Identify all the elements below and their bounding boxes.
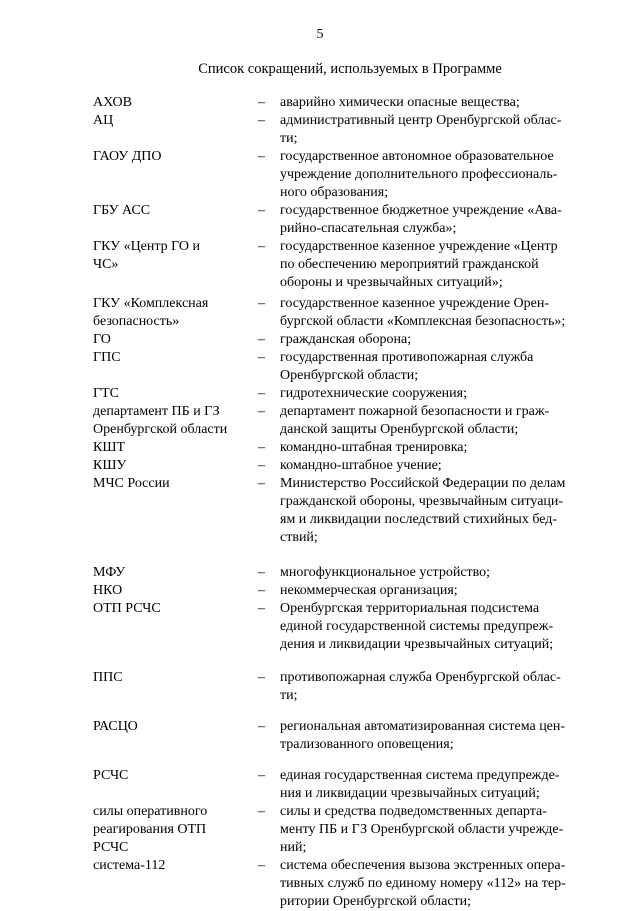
abbreviation-term: КШТ xyxy=(93,440,126,455)
abbreviation-term: система-112 xyxy=(93,858,166,873)
dash-separator: – xyxy=(258,476,265,491)
abbreviation-definition: Оренбургская территориальная подсистема единой государственной системы предупреж- дения и ликвидации чрезвычайных ситуаций; xyxy=(280,601,554,652)
abbreviation-definition: система обеспечения вызова экстренных опера- тивных служб по единому номеру «112» на тер- ритории Оренбургской области; xyxy=(280,858,566,909)
dash-separator: – xyxy=(258,768,265,783)
abbreviation-term: МФУ xyxy=(93,565,126,580)
abbreviation-term: РАСЦО xyxy=(93,719,138,734)
abbreviation-term: силы оперативного реагирования ОТП РСЧС xyxy=(93,804,208,855)
abbreviation-row xyxy=(93,857,598,911)
abbreviation-term: ГТС xyxy=(93,386,119,401)
abbreviation-term: ОТП РСЧС xyxy=(93,601,161,616)
abbreviation-row xyxy=(93,718,598,754)
abbreviation-row xyxy=(93,767,598,803)
dash-separator: – xyxy=(258,583,265,598)
abbreviation-row xyxy=(93,403,598,439)
abbreviation-definition: многофункциональное устройство; xyxy=(280,565,491,580)
abbreviation-definition: Министерство Российской Федерации по делам гражданской обороны, чрезвычайным ситуаци- ям и ликвидации последствий стихийных бед- ствий; xyxy=(280,476,566,545)
abbreviation-definition: государственное автономное образовательное учреждение дополнительного профессиональ- ного образования; xyxy=(280,149,558,200)
dash-separator: – xyxy=(258,670,265,685)
abbreviation-row xyxy=(93,385,598,403)
abbreviation-term: департамент ПБ и ГЗ Оренбургской области xyxy=(93,404,228,437)
abbreviation-definition: государственное казенное учреждение «Центр по обеспечению мероприятий гражданской обороны и чрезвычайных ситуаций»; xyxy=(280,239,558,290)
dash-separator: – xyxy=(258,565,265,580)
abbreviation-definition: некоммерческая организация; xyxy=(280,583,458,598)
dash-separator: – xyxy=(258,113,265,128)
abbreviation-term: КШУ xyxy=(93,458,127,473)
abbreviation-term: РСЧС xyxy=(93,768,129,783)
dash-separator: – xyxy=(258,332,265,347)
abbreviation-row xyxy=(93,148,598,202)
abbreviation-definition: гражданская оборона; xyxy=(280,332,412,347)
abbreviation-term: ГКУ «Комплексная безопасность» xyxy=(93,296,209,329)
abbreviation-row xyxy=(93,349,598,385)
abbreviation-row xyxy=(93,582,598,600)
dash-separator: – xyxy=(258,404,265,419)
abbreviation-term: ППС xyxy=(93,670,123,685)
dash-separator: – xyxy=(258,440,265,455)
abbreviation-definition: административный центр Оренбургской облас- ти; xyxy=(280,113,562,146)
abbreviation-row xyxy=(93,331,598,349)
abbreviation-definition: командно-штабное учение; xyxy=(280,458,442,473)
abbreviation-row xyxy=(93,94,598,112)
abbreviation-definition: единая государственная система предупрежде- ния и ликвидации чрезвычайных ситуаций; xyxy=(280,768,560,801)
abbreviation-term: ГО xyxy=(93,332,111,347)
abbreviation-row xyxy=(93,669,598,705)
abbreviation-term: ГАОУ ДПО xyxy=(93,149,162,164)
abbreviation-row xyxy=(93,564,598,582)
dash-separator: – xyxy=(258,804,265,819)
abbreviation-row xyxy=(93,457,598,475)
abbreviation-definition: противопожарная служба Оренбургской облас- ти; xyxy=(280,670,561,703)
abbreviation-term: НКО xyxy=(93,583,123,598)
abbreviation-term: МЧС России xyxy=(93,476,170,491)
abbreviation-row xyxy=(93,112,598,148)
abbreviation-row xyxy=(93,600,598,654)
abbreviation-row xyxy=(93,238,598,292)
abbreviation-row xyxy=(93,475,598,547)
abbreviation-definition: департамент пожарной безопасности и граж- данской защиты Оренбургской области; xyxy=(280,404,550,437)
abbreviation-row xyxy=(93,803,598,857)
dash-separator: – xyxy=(258,239,265,254)
abbreviation-definition: командно-штабная тренировка; xyxy=(280,440,468,455)
dash-separator: – xyxy=(258,458,265,473)
dash-separator: – xyxy=(258,203,265,218)
abbreviation-row xyxy=(93,295,598,331)
abbreviation-list xyxy=(93,94,598,911)
dash-separator: – xyxy=(258,719,265,734)
abbreviation-definition: государственное бюджетное учреждение «Ава- рийно-спасательная служба»; xyxy=(280,203,562,236)
abbreviation-row xyxy=(93,202,598,238)
dash-separator: – xyxy=(258,858,265,873)
dash-separator: – xyxy=(258,386,265,401)
abbreviation-definition: аварийно химически опасные вещества; xyxy=(280,95,520,110)
dash-separator: – xyxy=(258,296,265,311)
abbreviation-definition: государственное казенное учреждение Орен- бургской области «Комплексная безопасность»; xyxy=(280,296,566,329)
abbreviation-definition: гидротехнические сооружения; xyxy=(280,386,467,401)
dash-separator: – xyxy=(258,95,265,110)
abbreviation-definition: силы и средства подведомственных департа- менту ПБ и ГЗ Оренбургской области учрежде- ний; xyxy=(280,804,564,855)
abbreviation-term: АЦ xyxy=(93,113,114,128)
abbreviation-term: ГПС xyxy=(93,350,121,365)
dash-separator: – xyxy=(258,149,265,164)
dash-separator: – xyxy=(258,601,265,616)
abbreviation-definition: государственная противопожарная служба Оренбургской области; xyxy=(280,350,534,383)
abbreviation-row xyxy=(93,439,598,457)
abbreviation-term: ГБУ АСС xyxy=(93,203,151,218)
abbreviation-term: АХОВ xyxy=(93,95,132,110)
abbreviation-definition: региональная автоматизированная система цен- трализованного оповещения; xyxy=(280,719,566,752)
section-heading: Список сокращений, используемых в Программе xyxy=(198,61,502,77)
dash-separator: – xyxy=(258,350,265,365)
abbreviation-term: ГКУ «Центр ГО и ЧС» xyxy=(93,239,201,272)
page-number: 5 xyxy=(316,27,324,42)
